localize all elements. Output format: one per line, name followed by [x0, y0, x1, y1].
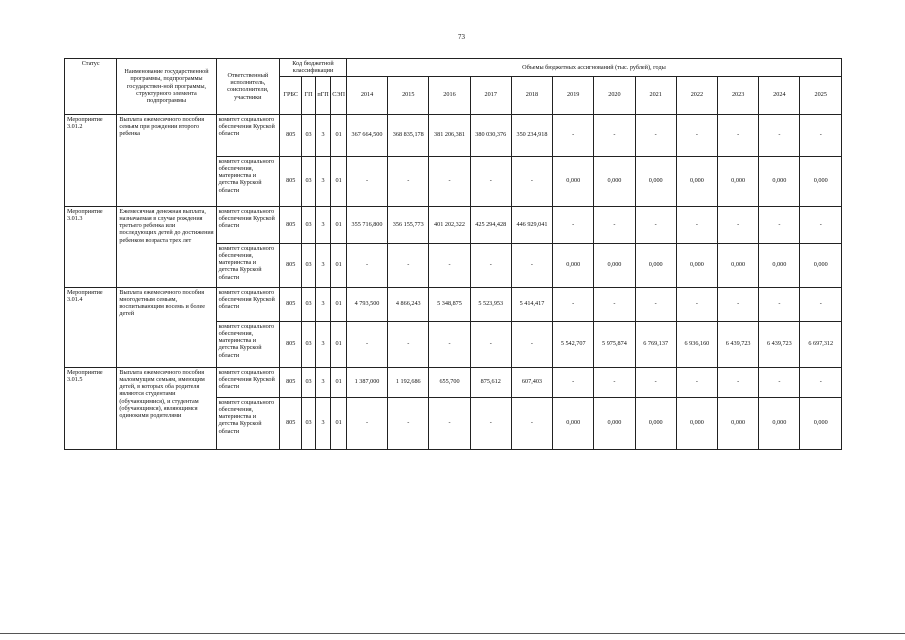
code-cell: 01 — [331, 243, 347, 287]
value-cell: - — [429, 321, 470, 367]
value-cell: - — [553, 114, 594, 156]
value-cell: - — [511, 156, 552, 206]
value-cell: - — [676, 206, 717, 243]
code-cell: 3 — [315, 321, 331, 367]
value-cell: - — [429, 156, 470, 206]
responsible-cell: комитет социального обеспечения, материнства и детства Курской области — [216, 156, 280, 206]
value-cell: 0,000 — [800, 397, 842, 449]
header-year: 2023 — [718, 76, 759, 114]
header-responsible: Ответственный исполнитель, соисполнители, участники — [216, 59, 280, 115]
code-cell: 03 — [302, 287, 315, 321]
value-cell: - — [470, 156, 511, 206]
code-cell: 3 — [315, 397, 331, 449]
value-cell: - — [388, 243, 429, 287]
code-cell: 3 — [315, 206, 331, 243]
value-cell: - — [470, 321, 511, 367]
code-cell: 3 — [315, 114, 331, 156]
budget-allocation-table — [64, 58, 842, 450]
value-cell: 0,000 — [759, 397, 800, 449]
header-year: 2021 — [635, 76, 676, 114]
code-cell: 805 — [280, 397, 302, 449]
header-code-pgp: пГП — [315, 76, 331, 114]
value-cell: 0,000 — [800, 156, 842, 206]
value-cell: 401 202,322 — [429, 206, 470, 243]
value-cell: 1 192,686 — [388, 367, 429, 397]
value-cell: 4 793,500 — [346, 287, 387, 321]
responsible-cell: комитет социального обеспечения, материнства и детства Курской области — [216, 243, 280, 287]
value-cell: 6 936,160 — [676, 321, 717, 367]
value-cell: 0,000 — [718, 397, 759, 449]
responsible-cell: комитет социального обеспечения, материнства и детства Курской области — [216, 321, 280, 367]
code-cell: 3 — [315, 367, 331, 397]
measure-name-cell: Выплата ежемесячного пособия многодетным семьям, воспитывающим восемь и более детей — [117, 287, 216, 367]
code-cell: 805 — [280, 287, 302, 321]
value-cell: - — [346, 156, 387, 206]
responsible-cell: комитет социального обеспечения Курской области — [216, 114, 280, 156]
value-cell: 655,700 — [429, 367, 470, 397]
value-cell: - — [718, 367, 759, 397]
value-cell: 0,000 — [676, 397, 717, 449]
value-cell: - — [553, 206, 594, 243]
value-cell: 6 697,312 — [800, 321, 842, 367]
value-cell: 368 835,178 — [388, 114, 429, 156]
value-cell: 5 523,953 — [470, 287, 511, 321]
value-cell: 0,000 — [635, 243, 676, 287]
value-cell: - — [635, 206, 676, 243]
value-cell: - — [759, 114, 800, 156]
value-cell: 425 294,428 — [470, 206, 511, 243]
code-cell: 03 — [302, 321, 315, 367]
value-cell: - — [511, 321, 552, 367]
code-cell: 01 — [331, 287, 347, 321]
value-cell: - — [429, 243, 470, 287]
header-status: Статус — [65, 59, 117, 115]
value-cell: 380 030,376 — [470, 114, 511, 156]
responsible-cell: комитет социального обеспечения Курской области — [216, 367, 280, 397]
value-cell: 381 206,381 — [429, 114, 470, 156]
header-year: 2016 — [429, 76, 470, 114]
status-cell: Мероприятие 3.01.3 — [65, 206, 117, 287]
page-number: 73 — [458, 33, 465, 41]
header-year: 2019 — [553, 76, 594, 114]
header-code-gp: ГП — [302, 76, 315, 114]
value-cell: - — [635, 287, 676, 321]
value-cell: - — [388, 397, 429, 449]
value-cell: - — [635, 114, 676, 156]
value-cell: 0,000 — [594, 397, 635, 449]
responsible-cell: комитет социального обеспечения, материнства и детства Курской области — [216, 397, 280, 449]
status-cell: Мероприятие 3.01.4 — [65, 287, 117, 367]
code-cell: 01 — [331, 114, 347, 156]
value-cell: 0,000 — [759, 243, 800, 287]
code-cell: 3 — [315, 243, 331, 287]
code-cell: 805 — [280, 206, 302, 243]
measure-name-cell: Выплата ежемесячного пособия семьям при рождении второго ребенка — [117, 114, 216, 206]
header-year: 2020 — [594, 76, 635, 114]
value-cell: - — [594, 114, 635, 156]
value-cell: 0,000 — [594, 243, 635, 287]
code-cell: 01 — [331, 397, 347, 449]
header-year: 2014 — [346, 76, 387, 114]
code-cell: 03 — [302, 243, 315, 287]
responsible-cell: комитет социального обеспечения Курской области — [216, 287, 280, 321]
value-cell: 0,000 — [594, 156, 635, 206]
value-cell: - — [429, 397, 470, 449]
code-cell: 03 — [302, 156, 315, 206]
code-cell: 03 — [302, 206, 315, 243]
table-row — [65, 206, 842, 243]
value-cell: 4 866,243 — [388, 287, 429, 321]
value-cell: 6 439,723 — [718, 321, 759, 367]
value-cell: - — [676, 287, 717, 321]
measure-name-cell: Выплата ежемесячного пособия малоимущим семьям, имеющим детей, в которых оба родителя являются студентами (обучающимися), и студентам (обучающимся), являющимся одинокими родителями — [117, 367, 216, 449]
value-cell: 356 155,773 — [388, 206, 429, 243]
status-cell: Мероприятие 3.01.5 — [65, 367, 117, 449]
value-cell: - — [718, 287, 759, 321]
value-cell: - — [676, 367, 717, 397]
header-code-grbs: ГРБС — [280, 76, 302, 114]
value-cell: 6 439,723 — [759, 321, 800, 367]
value-cell: 0,000 — [718, 243, 759, 287]
value-cell: - — [388, 156, 429, 206]
value-cell: - — [470, 397, 511, 449]
header-year: 2015 — [388, 76, 429, 114]
value-cell: - — [346, 243, 387, 287]
header-name: Наименование государственной программы, подпрограммы государствен-ной программы, структурного элемента подпрограммы — [117, 59, 216, 115]
table-row — [65, 114, 842, 156]
header-year: 2018 — [511, 76, 552, 114]
value-cell: 1 387,000 — [346, 367, 387, 397]
table-row — [65, 287, 842, 321]
measure-name-cell: Ежемесячная денежная выплата, назначаемая в случае рождения третьего ребенка или последующих детей до достижения ребенком возраста трех лет — [117, 206, 216, 287]
code-cell: 01 — [331, 321, 347, 367]
header-year: 2022 — [676, 76, 717, 114]
header-code-sep: СЭП — [331, 76, 347, 114]
value-cell: - — [800, 287, 842, 321]
value-cell: 0,000 — [635, 156, 676, 206]
value-cell: 6 769,137 — [635, 321, 676, 367]
value-cell: 350 234,918 — [511, 114, 552, 156]
value-cell: - — [346, 321, 387, 367]
value-cell: 0,000 — [553, 243, 594, 287]
code-cell: 805 — [280, 114, 302, 156]
value-cell: - — [676, 114, 717, 156]
code-cell: 01 — [331, 156, 347, 206]
value-cell: 446 929,041 — [511, 206, 552, 243]
code-cell: 03 — [302, 367, 315, 397]
value-cell: 0,000 — [635, 397, 676, 449]
value-cell: 5 542,707 — [553, 321, 594, 367]
value-cell: - — [470, 243, 511, 287]
value-cell: - — [388, 321, 429, 367]
header-year: 2017 — [470, 76, 511, 114]
value-cell: 0,000 — [676, 156, 717, 206]
value-cell: 607,403 — [511, 367, 552, 397]
value-cell: 875,612 — [470, 367, 511, 397]
value-cell: - — [718, 114, 759, 156]
value-cell: - — [800, 367, 842, 397]
value-cell: - — [511, 397, 552, 449]
value-cell: - — [718, 206, 759, 243]
value-cell: 5 348,875 — [429, 287, 470, 321]
value-cell: - — [594, 287, 635, 321]
value-cell: 5 414,417 — [511, 287, 552, 321]
code-cell: 03 — [302, 114, 315, 156]
code-cell: 805 — [280, 321, 302, 367]
code-cell: 03 — [302, 397, 315, 449]
value-cell: - — [594, 367, 635, 397]
table-row — [65, 367, 842, 397]
value-cell: - — [759, 287, 800, 321]
header-allocations: Объемы бюджетных ассигнований (тыс. рублей), годы — [346, 59, 841, 77]
code-cell: 3 — [315, 287, 331, 321]
value-cell: - — [553, 367, 594, 397]
value-cell: - — [759, 206, 800, 243]
code-cell: 01 — [331, 206, 347, 243]
code-cell: 805 — [280, 367, 302, 397]
value-cell: 0,000 — [553, 397, 594, 449]
value-cell: 0,000 — [553, 156, 594, 206]
value-cell: - — [346, 397, 387, 449]
value-cell: 5 975,874 — [594, 321, 635, 367]
code-cell: 805 — [280, 156, 302, 206]
responsible-cell: комитет социального обеспечения Курской области — [216, 206, 280, 243]
code-cell: 3 — [315, 156, 331, 206]
value-cell: 0,000 — [718, 156, 759, 206]
value-cell: 355 716,800 — [346, 206, 387, 243]
value-cell: - — [635, 367, 676, 397]
value-cell: 367 664,500 — [346, 114, 387, 156]
value-cell: - — [800, 206, 842, 243]
value-cell: - — [594, 206, 635, 243]
page-bottom-edge — [0, 633, 905, 634]
header-year: 2024 — [759, 76, 800, 114]
value-cell: - — [553, 287, 594, 321]
value-cell: 0,000 — [800, 243, 842, 287]
value-cell: - — [511, 243, 552, 287]
status-cell: Мероприятие 3.01.2 — [65, 114, 117, 206]
value-cell: - — [800, 114, 842, 156]
code-cell: 01 — [331, 367, 347, 397]
header-year: 2025 — [800, 76, 842, 114]
value-cell: 0,000 — [676, 243, 717, 287]
value-cell: - — [759, 367, 800, 397]
code-cell: 805 — [280, 243, 302, 287]
header-budget-code: Код бюджетной классификации — [280, 59, 347, 77]
value-cell: 0,000 — [759, 156, 800, 206]
